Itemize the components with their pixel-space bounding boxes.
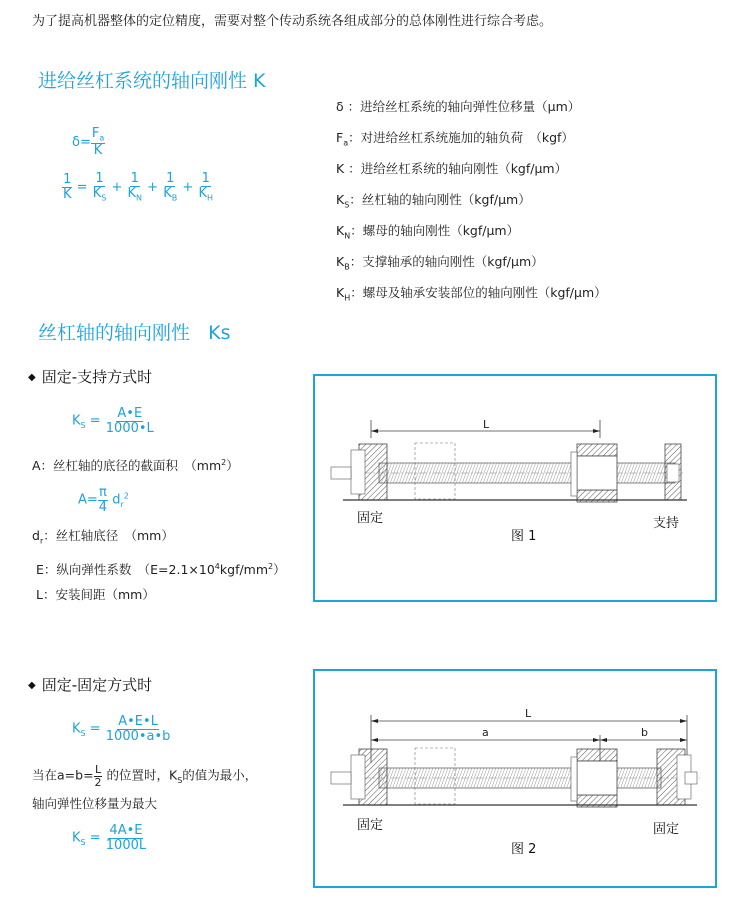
dim-label-L: L <box>525 707 532 720</box>
lhs-symbol: A= <box>78 492 98 508</box>
fraction-numerator: A•E <box>117 406 143 421</box>
plus-sign: + <box>147 179 159 195</box>
condition-text: 当在a=b= <box>32 767 94 783</box>
den-subscript: S <box>101 193 107 203</box>
den-symbol: K <box>198 185 207 201</box>
bearing-housing <box>351 755 365 799</box>
def-symbol: K <box>336 161 345 176</box>
def-symbol: K <box>336 254 345 269</box>
figure-2 <box>313 669 717 888</box>
bullet-icon: ◆ <box>28 680 36 691</box>
title-symbol: Ks <box>208 322 231 344</box>
fraction-numerator: 1 <box>166 171 175 186</box>
fraction-denominator <box>197 187 214 203</box>
fraction-denominator: 2 <box>94 775 102 789</box>
def-symbol: K <box>336 285 345 300</box>
nut-flange <box>571 757 577 801</box>
label-support: 支持 <box>653 516 680 531</box>
lhs-subscript: S <box>80 838 86 848</box>
lhs-symbol: K <box>72 721 81 737</box>
heading-text: 固定-支持方式时 <box>41 368 153 386</box>
def-text: ：丝杠轴的轴向刚性（kgf/μm） <box>349 192 531 207</box>
def-symbol: F <box>336 130 344 145</box>
case2-formula-min <box>72 824 147 852</box>
arrow-a-right <box>593 738 600 742</box>
fraction-lhs <box>62 173 73 201</box>
def-text: ：丝杠轴底径 （mm） <box>43 528 174 543</box>
def-symbol: K <box>336 192 345 207</box>
shaft-end <box>331 467 351 479</box>
figure-1-diagram <box>315 376 715 600</box>
intro-text: 为了提高机器整体的定位精度，需要对整个传动系统各组成部分的总体刚性进行综合考虑。 <box>32 13 553 28</box>
def-text: ：对进给丝杠系统施加的轴负荷 （kgf） <box>348 130 574 145</box>
def-row <box>32 582 286 607</box>
equals-sign: = <box>76 179 88 195</box>
nut-top <box>577 749 617 761</box>
plus-sign: + <box>111 179 123 195</box>
fraction-half <box>94 764 103 788</box>
fraction <box>91 127 105 158</box>
dim-label-L: L <box>483 418 490 431</box>
formula-total-stiffness <box>62 172 214 203</box>
nut-body <box>577 456 617 490</box>
shaft-end <box>331 772 351 784</box>
shaft-end-right <box>685 772 697 784</box>
figure-1 <box>313 374 717 602</box>
den-symbol: K <box>92 185 102 201</box>
den-symbol: K <box>127 185 137 201</box>
fraction-numerator: 1 <box>201 171 210 186</box>
definition-item <box>336 218 607 249</box>
den-subscript: N <box>136 193 143 203</box>
def-text: ：支撑轴承的轴向刚性（kgf/μm） <box>349 254 544 269</box>
arrow-right <box>593 429 600 433</box>
arrow-left <box>371 719 378 723</box>
def-symbol: E <box>36 561 44 577</box>
case1-formula <box>72 407 155 435</box>
definition-item <box>336 125 607 156</box>
def-superscript: 2 <box>221 457 227 467</box>
heading-text: 固定-固定方式时 <box>41 676 153 694</box>
bullet-icon: ◆ <box>28 372 36 383</box>
figure-caption: 图 2 <box>511 842 537 857</box>
fraction-numerator: 1 <box>63 172 72 188</box>
lhs-subscript: S <box>80 421 86 431</box>
def-row <box>32 554 286 582</box>
fraction-kh <box>197 172 214 203</box>
def-symbol: δ <box>336 99 344 114</box>
var-symbol: d <box>112 492 121 508</box>
def-superscript: 4 <box>214 561 220 571</box>
fraction-numerator: A•E•L <box>118 714 158 729</box>
nut-flange <box>571 452 577 496</box>
definition-item <box>336 156 607 187</box>
fraction-denominator <box>162 187 178 203</box>
def-text: ） <box>273 561 286 577</box>
def-subscript: S <box>344 200 350 210</box>
case2-formula <box>72 715 171 743</box>
fraction <box>98 486 108 514</box>
def-row <box>32 523 286 554</box>
equals-sign: = <box>85 830 105 846</box>
def-subscript: a <box>343 138 349 148</box>
label-fixed: 固定 <box>357 511 384 526</box>
formula-displacement <box>72 127 105 158</box>
fraction-denominator <box>92 187 108 203</box>
condition-text: 的值为最小， <box>182 767 258 783</box>
lhs-symbol: K <box>72 830 81 846</box>
arrow-left <box>371 429 378 433</box>
arrow-b-left <box>600 738 607 742</box>
label-fixed-right: 固定 <box>653 822 680 837</box>
section-title-screw-stiffness <box>38 318 231 345</box>
def-text: kgf/mm <box>219 561 269 577</box>
lhs-symbol: K <box>72 413 81 429</box>
nut-top <box>577 444 617 456</box>
definition-item <box>336 249 607 280</box>
num-subscript: a <box>99 133 105 143</box>
fraction-denominator: 1000L <box>105 837 147 853</box>
equals-sign: = <box>85 413 105 429</box>
dim-label-b: b <box>641 726 648 739</box>
arrow-b-right <box>680 738 687 742</box>
figure-caption: 图 1 <box>511 529 537 544</box>
def-symbol: d <box>32 528 40 543</box>
bearing-housing <box>351 450 365 494</box>
label-fixed-left: 固定 <box>357 818 384 833</box>
fraction-numerator: π <box>99 485 107 500</box>
arrow-a-left <box>371 738 378 742</box>
def-text: ：进给丝杠系统的轴向刚性（kgf/μm） <box>348 161 568 176</box>
var-superscript: 2 <box>123 491 129 501</box>
def-subscript: H <box>344 293 351 303</box>
den-subscript: H <box>206 193 213 203</box>
def-superscript: 2 <box>268 561 274 571</box>
def-text: ：纵向弹性系数 （E=2.1×10 <box>43 561 215 577</box>
def-symbol: L <box>36 586 43 602</box>
case2-condition <box>32 764 257 788</box>
fraction-denominator: K <box>63 186 72 202</box>
case2-heading <box>28 674 152 695</box>
support-bearing <box>667 464 679 482</box>
fraction-denominator: 1000•L <box>105 420 154 436</box>
equals-sign: = <box>85 721 105 737</box>
def-subscript: N <box>344 231 351 241</box>
fraction <box>105 407 155 435</box>
case1-heading <box>28 366 152 387</box>
definition-item <box>336 280 607 311</box>
def-subscript: B <box>344 262 350 272</box>
fraction-numerator <box>91 127 105 144</box>
var-subscript: r <box>120 500 124 510</box>
fraction-kn <box>127 172 144 203</box>
condition-text: 的位置时，K <box>102 767 178 783</box>
lhs-subscript: S <box>80 729 86 739</box>
formula-lhs: δ= <box>72 134 91 150</box>
fraction-numerator: L <box>94 763 102 776</box>
dim-label-a: a <box>482 726 489 739</box>
condition-subscript: S <box>177 776 183 786</box>
fraction-numerator: 1 <box>130 171 139 186</box>
num-symbol: F <box>91 126 100 141</box>
fraction-denominator: K <box>93 142 103 158</box>
fraction-kb <box>162 172 178 203</box>
fraction <box>105 715 172 743</box>
case1-defs <box>32 523 286 607</box>
def-subscript: r <box>39 536 44 546</box>
fraction-denominator <box>127 187 144 203</box>
def-text: A：丝杠轴的底径的截面积 （mm <box>32 458 222 473</box>
plus-sign: + <box>182 179 194 195</box>
figure-2-diagram <box>315 671 715 886</box>
den-symbol: K <box>163 185 172 201</box>
fraction-numerator: 1 <box>95 171 104 186</box>
def-symbol: K <box>336 223 345 238</box>
nut-body <box>577 761 617 795</box>
area-definition <box>32 456 239 474</box>
def-suffix: ） <box>226 458 239 473</box>
definitions-list <box>336 94 607 311</box>
def-text: ：螺母及轴承安装部位的轴向刚性（kgf/μm） <box>350 285 607 300</box>
def-text: ：螺母的轴向刚性（kgf/μm） <box>350 223 520 238</box>
def-text: ：安装间距（mm） <box>42 586 155 602</box>
case2-condition-line2: 轴向弹性位移量为最大 <box>32 796 158 811</box>
arrow-right <box>680 719 687 723</box>
fraction-denominator: 4 <box>98 499 108 515</box>
fraction-ks <box>92 172 108 203</box>
fraction <box>105 824 147 852</box>
definition-item <box>336 187 607 218</box>
fraction-denominator: 1000•a•b <box>105 728 171 744</box>
section-title-system-stiffness: 进给丝杠系统的轴向刚性 K <box>38 70 266 92</box>
def-text: ：进给丝杠系统的轴向弹性位移量（μm） <box>347 99 581 114</box>
fraction-numerator: 4A•E <box>109 823 143 838</box>
definition-item <box>336 94 607 125</box>
den-subscript: B <box>171 193 178 203</box>
area-formula <box>78 486 129 514</box>
title-text: 丝杠轴的轴向刚性 <box>38 322 191 344</box>
